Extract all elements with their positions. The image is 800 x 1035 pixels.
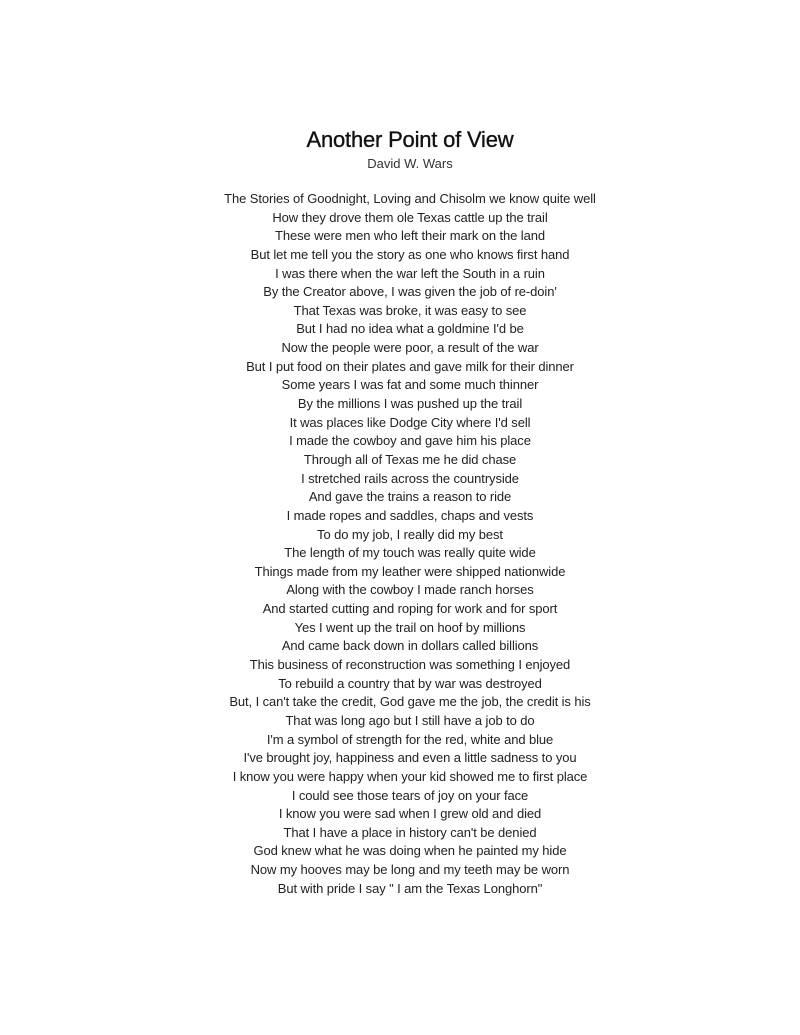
poem-line: But let me tell you the story as one who knows first hand	[250, 246, 570, 262]
poem-body	[0, 190, 800, 898]
poem-line: To do my job, I really did my best	[317, 526, 503, 542]
poem-line: I've brought joy, happiness and even a little sadness to you	[243, 750, 577, 766]
poem-line: I made the cowboy and gave him his place	[289, 433, 531, 449]
poem-line: And gave the trains a reason to ride	[308, 489, 512, 505]
poem-line: It was places like Dodge City where I'd sell	[289, 414, 531, 430]
poem-line: I know you were sad when I grew old and died	[278, 806, 542, 822]
poem-line: Through all of Texas me he did chase	[303, 451, 517, 467]
poem-line: But with pride I say " I am the Texas Longhorn"	[277, 880, 543, 896]
poem-line: The Stories of Goodnight, Loving and Chisolm we know quite well	[224, 191, 596, 206]
poem-line: But I put food on their plates and gave milk for their dinner	[246, 358, 574, 374]
poem-line: Yes I went up the trail on hoof by millions	[294, 619, 526, 635]
poem-line: Along with the cowboy I made ranch horses	[286, 582, 534, 598]
poem-line: To rebuild a country that by war was destroyed	[278, 675, 542, 691]
poem-line: How they drove them ole Texas cattle up the trail	[272, 209, 548, 225]
poem-line: I stretched rails across the countryside	[301, 470, 519, 486]
poem-author: David W. Wars	[367, 156, 453, 171]
poem-title: Another Point of View	[306, 127, 514, 152]
poem-line: Some years I was fat and some much thinner	[281, 377, 539, 393]
poem-line: These were men who left their mark on the land	[275, 228, 545, 244]
poem-line: By the Creator above, I was given the job of re-doin'	[263, 284, 557, 300]
poem-line: I made ropes and saddles, chaps and vests	[286, 507, 534, 523]
poem-line: That Texas was broke, it was easy to see	[293, 302, 527, 318]
poem-line: That I have a place in history can't be denied	[283, 824, 537, 840]
poem-line: The length of my touch was really quite wide	[284, 545, 536, 561]
poem-line: And came back down in dollars called billions	[281, 638, 539, 654]
poem-line: And started cutting and roping for work and for sport	[262, 601, 558, 617]
poem-line: But I had no idea what a goldmine I'd be	[296, 321, 524, 337]
poem-line: I'm a symbol of strength for the red, white and blue	[266, 731, 554, 747]
poem-line: I know you were happy when your kid showed me to first place	[232, 768, 588, 784]
poem-line: But, I can't take the credit, God gave me the job, the credit is his	[229, 694, 591, 710]
poem-line: I was there when the war left the South in a ruin	[275, 265, 545, 281]
poem-line: God knew what he was doing when he painted my hide	[253, 843, 567, 859]
poem-line: This business of reconstruction was something I enjoyed	[249, 657, 571, 673]
poem-line: Now my hooves may be long and my teeth may be worn	[250, 862, 570, 878]
poem-line: Now the people were poor, a result of the war	[281, 340, 539, 356]
poem-line: I could see those tears of joy on your face	[291, 787, 529, 803]
poem-line: By the millions I was pushed up the trail	[297, 396, 523, 412]
poem-line: That was long ago but I still have a job to do	[285, 712, 535, 728]
poem-line: Things made from my leather were shipped nationwide	[254, 563, 566, 579]
